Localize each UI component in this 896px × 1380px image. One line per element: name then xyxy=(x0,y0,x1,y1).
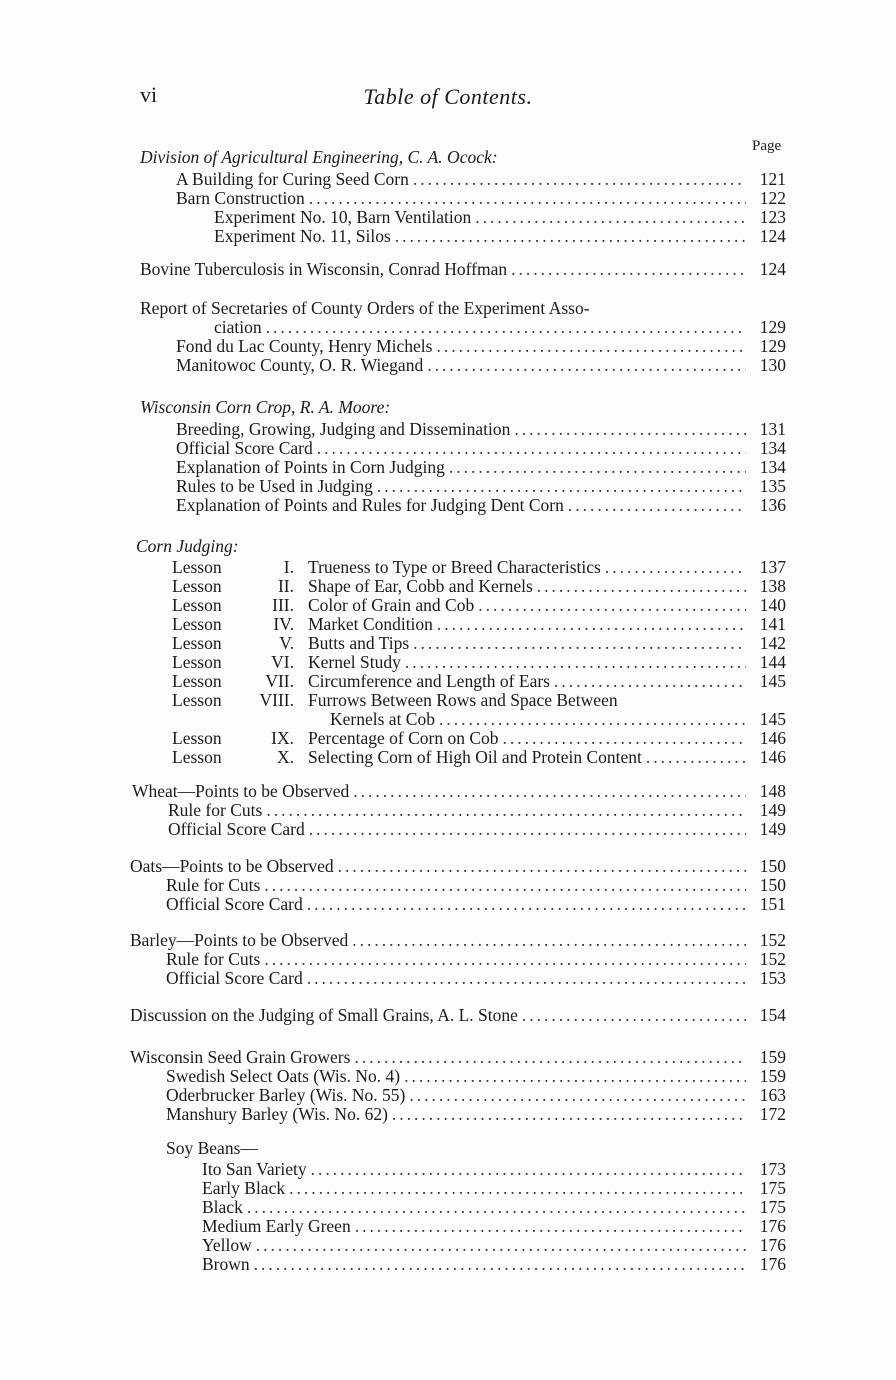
entry-page: 153 xyxy=(759,968,786,988)
entry-title: Wheat—Points to be Observed xyxy=(132,781,350,801)
lesson-label: Lesson xyxy=(172,728,222,748)
dot-leader xyxy=(427,356,746,375)
lesson-number: IX. xyxy=(271,728,294,748)
entry-title: A Building for Curing Seed Corn xyxy=(176,169,409,189)
dot-leader xyxy=(605,558,746,577)
page-column-label: Page xyxy=(752,138,782,154)
toc-entry[interactable] xyxy=(132,782,786,801)
toc-entry[interactable] xyxy=(214,208,786,227)
lesson-entry[interactable] xyxy=(172,634,786,653)
entry-title: Experiment No. 10, Barn Ventilation xyxy=(214,207,472,227)
toc-entry[interactable] xyxy=(202,1179,786,1198)
lesson-number: V. xyxy=(279,633,294,653)
section-title-report: Report of Secretaries of County Orders of the Experiment Asso- xyxy=(140,298,590,318)
toc-entry[interactable] xyxy=(176,496,786,515)
dot-leader xyxy=(568,496,746,515)
dot-leader xyxy=(437,615,746,634)
lesson-entry[interactable] xyxy=(172,558,786,577)
lesson-label: Lesson xyxy=(172,614,222,634)
entry-title: Trueness to Type or Breed Characteristics xyxy=(308,557,601,577)
lesson-entry[interactable] xyxy=(172,577,786,596)
toc-entry[interactable] xyxy=(168,820,786,839)
entry-page: 146 xyxy=(759,728,786,748)
dot-leader xyxy=(289,1179,746,1198)
entry-title: Official Score Card xyxy=(166,894,303,914)
lesson-entry[interactable] xyxy=(172,691,786,710)
dot-leader xyxy=(355,1217,746,1236)
lesson-entry-continued[interactable] xyxy=(330,710,786,729)
dot-leader xyxy=(404,1067,746,1086)
entry-page: 144 xyxy=(759,652,786,672)
entry-page: 129 xyxy=(759,317,786,337)
entry-title: Butts and Tips xyxy=(308,633,410,653)
dot-leader xyxy=(307,969,746,988)
dot-leader xyxy=(537,577,746,596)
dot-leader xyxy=(309,189,746,208)
toc-entry[interactable] xyxy=(140,260,786,279)
entry-title: Medium Early Green xyxy=(202,1216,351,1236)
entry-title: Official Score Card xyxy=(176,438,313,458)
dot-leader xyxy=(311,1160,746,1179)
toc-entry[interactable] xyxy=(130,1006,786,1025)
dot-leader xyxy=(405,653,746,672)
entry-title: Rule for Cuts xyxy=(168,800,263,820)
toc-entry[interactable] xyxy=(176,356,786,375)
toc-entry[interactable] xyxy=(202,1198,786,1217)
toc-entry[interactable] xyxy=(130,1048,786,1067)
dot-leader xyxy=(436,337,746,356)
lesson-number: I. xyxy=(283,557,294,577)
entry-title: Percentage of Corn on Cob xyxy=(308,728,499,748)
entry-title: Yellow xyxy=(202,1235,252,1255)
lesson-number: VIII. xyxy=(259,690,294,710)
entry-title: Early Black xyxy=(202,1178,286,1198)
toc-entry[interactable] xyxy=(166,876,786,895)
lesson-label: Lesson xyxy=(172,747,222,767)
dot-leader xyxy=(354,1048,746,1067)
lesson-label: Lesson xyxy=(172,595,222,615)
dot-leader xyxy=(392,1105,746,1124)
entry-page: 175 xyxy=(759,1197,786,1217)
toc-entry[interactable] xyxy=(176,458,786,477)
entry-title: Wisconsin Seed Grain Growers xyxy=(130,1047,351,1067)
lesson-label: Lesson xyxy=(172,557,222,577)
page-number: vi xyxy=(140,82,158,107)
entry-page: 121 xyxy=(759,169,786,189)
toc-entry[interactable] xyxy=(202,1160,786,1179)
lesson-number: VI. xyxy=(271,652,294,672)
dot-leader xyxy=(439,710,746,729)
entry-page: 172 xyxy=(759,1104,786,1124)
entry-title: Furrows Between Rows and Space Between xyxy=(308,690,618,710)
entry-page: 152 xyxy=(759,930,786,950)
entry-page: 176 xyxy=(759,1235,786,1255)
entry-page: 159 xyxy=(759,1047,786,1067)
entry-title: Shape of Ear, Cobb and Kernels xyxy=(308,576,533,596)
toc-entry[interactable] xyxy=(130,857,786,876)
lesson-label: Lesson xyxy=(172,690,222,710)
entry-page: 150 xyxy=(759,875,786,895)
toc-entry[interactable] xyxy=(168,801,786,820)
lesson-label: Lesson xyxy=(172,633,222,653)
entry-page: 141 xyxy=(759,614,786,634)
toc-entry[interactable] xyxy=(130,931,786,950)
lesson-entry[interactable] xyxy=(172,748,786,767)
dot-leader xyxy=(309,820,746,839)
entry-page: 124 xyxy=(759,226,786,246)
toc-entry[interactable] xyxy=(166,895,786,914)
entry-title: Fond du Lac County, Henry Michels xyxy=(176,336,433,356)
toc-entry[interactable] xyxy=(176,439,786,458)
dot-leader xyxy=(266,801,746,820)
entry-title: Rule for Cuts xyxy=(166,875,261,895)
page-title: Table of Contents. xyxy=(363,84,533,109)
entry-title: Discussion on the Judging of Small Grains, A. L. Stone xyxy=(130,1005,518,1025)
dot-leader xyxy=(646,748,746,767)
entry-title: Rule for Cuts xyxy=(166,949,261,969)
entry-title: Rules to be Used in Judging xyxy=(176,476,373,496)
dot-leader xyxy=(264,950,746,969)
entry-page: 149 xyxy=(759,819,786,839)
entry-page: 134 xyxy=(759,457,786,477)
dot-leader xyxy=(511,260,746,279)
toc-entry[interactable] xyxy=(176,189,786,208)
entry-page: 176 xyxy=(759,1254,786,1274)
dot-leader xyxy=(247,1198,746,1217)
entry-page: 138 xyxy=(759,576,786,596)
entry-page: 154 xyxy=(759,1005,786,1025)
entry-title: Black xyxy=(202,1197,243,1217)
entry-page: 173 xyxy=(759,1159,786,1179)
entry-page: 134 xyxy=(759,438,786,458)
lesson-entry[interactable] xyxy=(172,672,786,691)
entry-page: 149 xyxy=(759,800,786,820)
entry-page: 122 xyxy=(759,188,786,208)
entry-title: Market Condition xyxy=(308,614,433,634)
entry-page: 163 xyxy=(759,1085,786,1105)
entry-title: Brown xyxy=(202,1254,250,1274)
dot-leader xyxy=(377,477,746,496)
entry-title: Experiment No. 11, Silos xyxy=(214,226,391,246)
dot-leader xyxy=(478,596,746,615)
entry-title: Oats—Points to be Observed xyxy=(130,856,334,876)
dot-leader xyxy=(503,729,746,748)
dot-leader xyxy=(266,318,746,337)
lesson-label: Lesson xyxy=(172,652,222,672)
dot-leader xyxy=(413,170,746,189)
entry-title: Explanation of Points and Rules for Judging Dent Corn xyxy=(176,495,564,515)
entry-page: 148 xyxy=(759,781,786,801)
dot-leader xyxy=(352,931,746,950)
toc-entry[interactable] xyxy=(202,1236,786,1255)
dot-leader xyxy=(514,420,746,439)
toc-entry[interactable] xyxy=(214,227,786,246)
toc-entry[interactable] xyxy=(176,170,786,189)
entry-title: Bovine Tuberculosis in Wisconsin, Conrad Hoffman xyxy=(140,259,508,279)
lesson-number: X. xyxy=(276,747,294,767)
dot-leader xyxy=(254,1255,746,1274)
entry-title: Manshury Barley (Wis. No. 62) xyxy=(166,1104,388,1124)
lesson-entry[interactable] xyxy=(172,729,786,748)
toc-entry[interactable] xyxy=(214,318,786,337)
lesson-label: Lesson xyxy=(172,671,222,691)
entry-page: 135 xyxy=(759,476,786,496)
entry-page: 142 xyxy=(759,633,786,653)
lesson-number: II. xyxy=(277,576,294,596)
entry-page: 145 xyxy=(759,671,786,691)
toc-entry[interactable] xyxy=(166,1105,786,1124)
entry-page: 124 xyxy=(759,259,786,279)
entry-title: Explanation of Points in Corn Judging xyxy=(176,457,445,477)
section-title-soy-beans: Soy Beans— xyxy=(166,1138,258,1158)
entry-page: 152 xyxy=(759,949,786,969)
entry-title: Kernels at Cob xyxy=(330,709,435,729)
entry-title: Breeding, Growing, Judging and Dissemination xyxy=(176,419,511,439)
entry-page: 137 xyxy=(759,557,786,577)
lesson-entry[interactable] xyxy=(172,653,786,672)
entry-title: Official Score Card xyxy=(168,819,305,839)
dot-leader xyxy=(554,672,746,691)
entry-title: ciation xyxy=(214,317,262,337)
entry-page: 145 xyxy=(759,709,786,729)
entry-page: 146 xyxy=(759,747,786,767)
entry-title: Ito San Variety xyxy=(202,1159,307,1179)
toc-entry[interactable] xyxy=(166,950,786,969)
lesson-number: IV. xyxy=(273,614,294,634)
lesson-number: VII. xyxy=(265,671,294,691)
entry-title: Official Score Card xyxy=(166,968,303,988)
entry-page: 136 xyxy=(759,495,786,515)
entry-page: 175 xyxy=(759,1178,786,1198)
toc-entry[interactable] xyxy=(166,969,786,988)
dot-leader xyxy=(256,1236,746,1255)
dot-leader xyxy=(264,876,746,895)
entry-page: 176 xyxy=(759,1216,786,1236)
dot-leader xyxy=(353,782,746,801)
entry-page: 140 xyxy=(759,595,786,615)
entry-page: 151 xyxy=(759,894,786,914)
lesson-number: III. xyxy=(272,595,294,615)
dot-leader xyxy=(413,634,746,653)
dot-leader xyxy=(475,208,746,227)
entry-title: Manitowoc County, O. R. Wiegand xyxy=(176,355,424,375)
dot-leader xyxy=(317,439,746,458)
entry-title: Kernel Study xyxy=(308,652,401,672)
entry-page: 131 xyxy=(759,419,786,439)
toc-entry[interactable] xyxy=(202,1255,786,1274)
entry-title: Swedish Select Oats (Wis. No. 4) xyxy=(166,1066,401,1086)
toc-entry[interactable] xyxy=(202,1217,786,1236)
dot-leader xyxy=(395,227,746,246)
toc-entry[interactable] xyxy=(176,477,786,496)
entry-title: Selecting Corn of High Oil and Protein Content xyxy=(308,747,642,767)
entry-title: Barley—Points to be Observed xyxy=(130,930,349,950)
dot-leader xyxy=(522,1006,746,1025)
entry-title: Oderbrucker Barley (Wis. No. 55) xyxy=(166,1085,406,1105)
entry-title: Barn Construction xyxy=(176,188,305,208)
entry-page: 150 xyxy=(759,856,786,876)
entry-title: Color of Grain and Cob xyxy=(308,595,475,615)
entry-title: Circumference and Length of Ears xyxy=(308,671,550,691)
dot-leader xyxy=(307,895,746,914)
entry-page: 159 xyxy=(759,1066,786,1086)
entry-page: 130 xyxy=(759,355,786,375)
toc-entry[interactable] xyxy=(176,420,786,439)
lesson-entry[interactable] xyxy=(172,615,786,634)
dot-leader xyxy=(409,1086,746,1105)
entry-page: 129 xyxy=(759,336,786,356)
lesson-label: Lesson xyxy=(172,576,222,596)
section-title-agricultural-engineering: Division of Agricultural Engineering, C. A. Ocock: xyxy=(140,147,498,167)
dot-leader xyxy=(449,458,746,477)
toc-entry[interactable] xyxy=(176,337,786,356)
dot-leader xyxy=(338,857,746,876)
section-title-corn-crop: Wisconsin Corn Crop, R. A. Moore: xyxy=(140,397,391,417)
section-title-corn-judging: Corn Judging: xyxy=(136,536,239,556)
entry-page: 123 xyxy=(759,207,786,227)
toc-entry[interactable] xyxy=(166,1086,786,1105)
toc-entry[interactable] xyxy=(166,1067,786,1086)
lesson-entry[interactable] xyxy=(172,596,786,615)
